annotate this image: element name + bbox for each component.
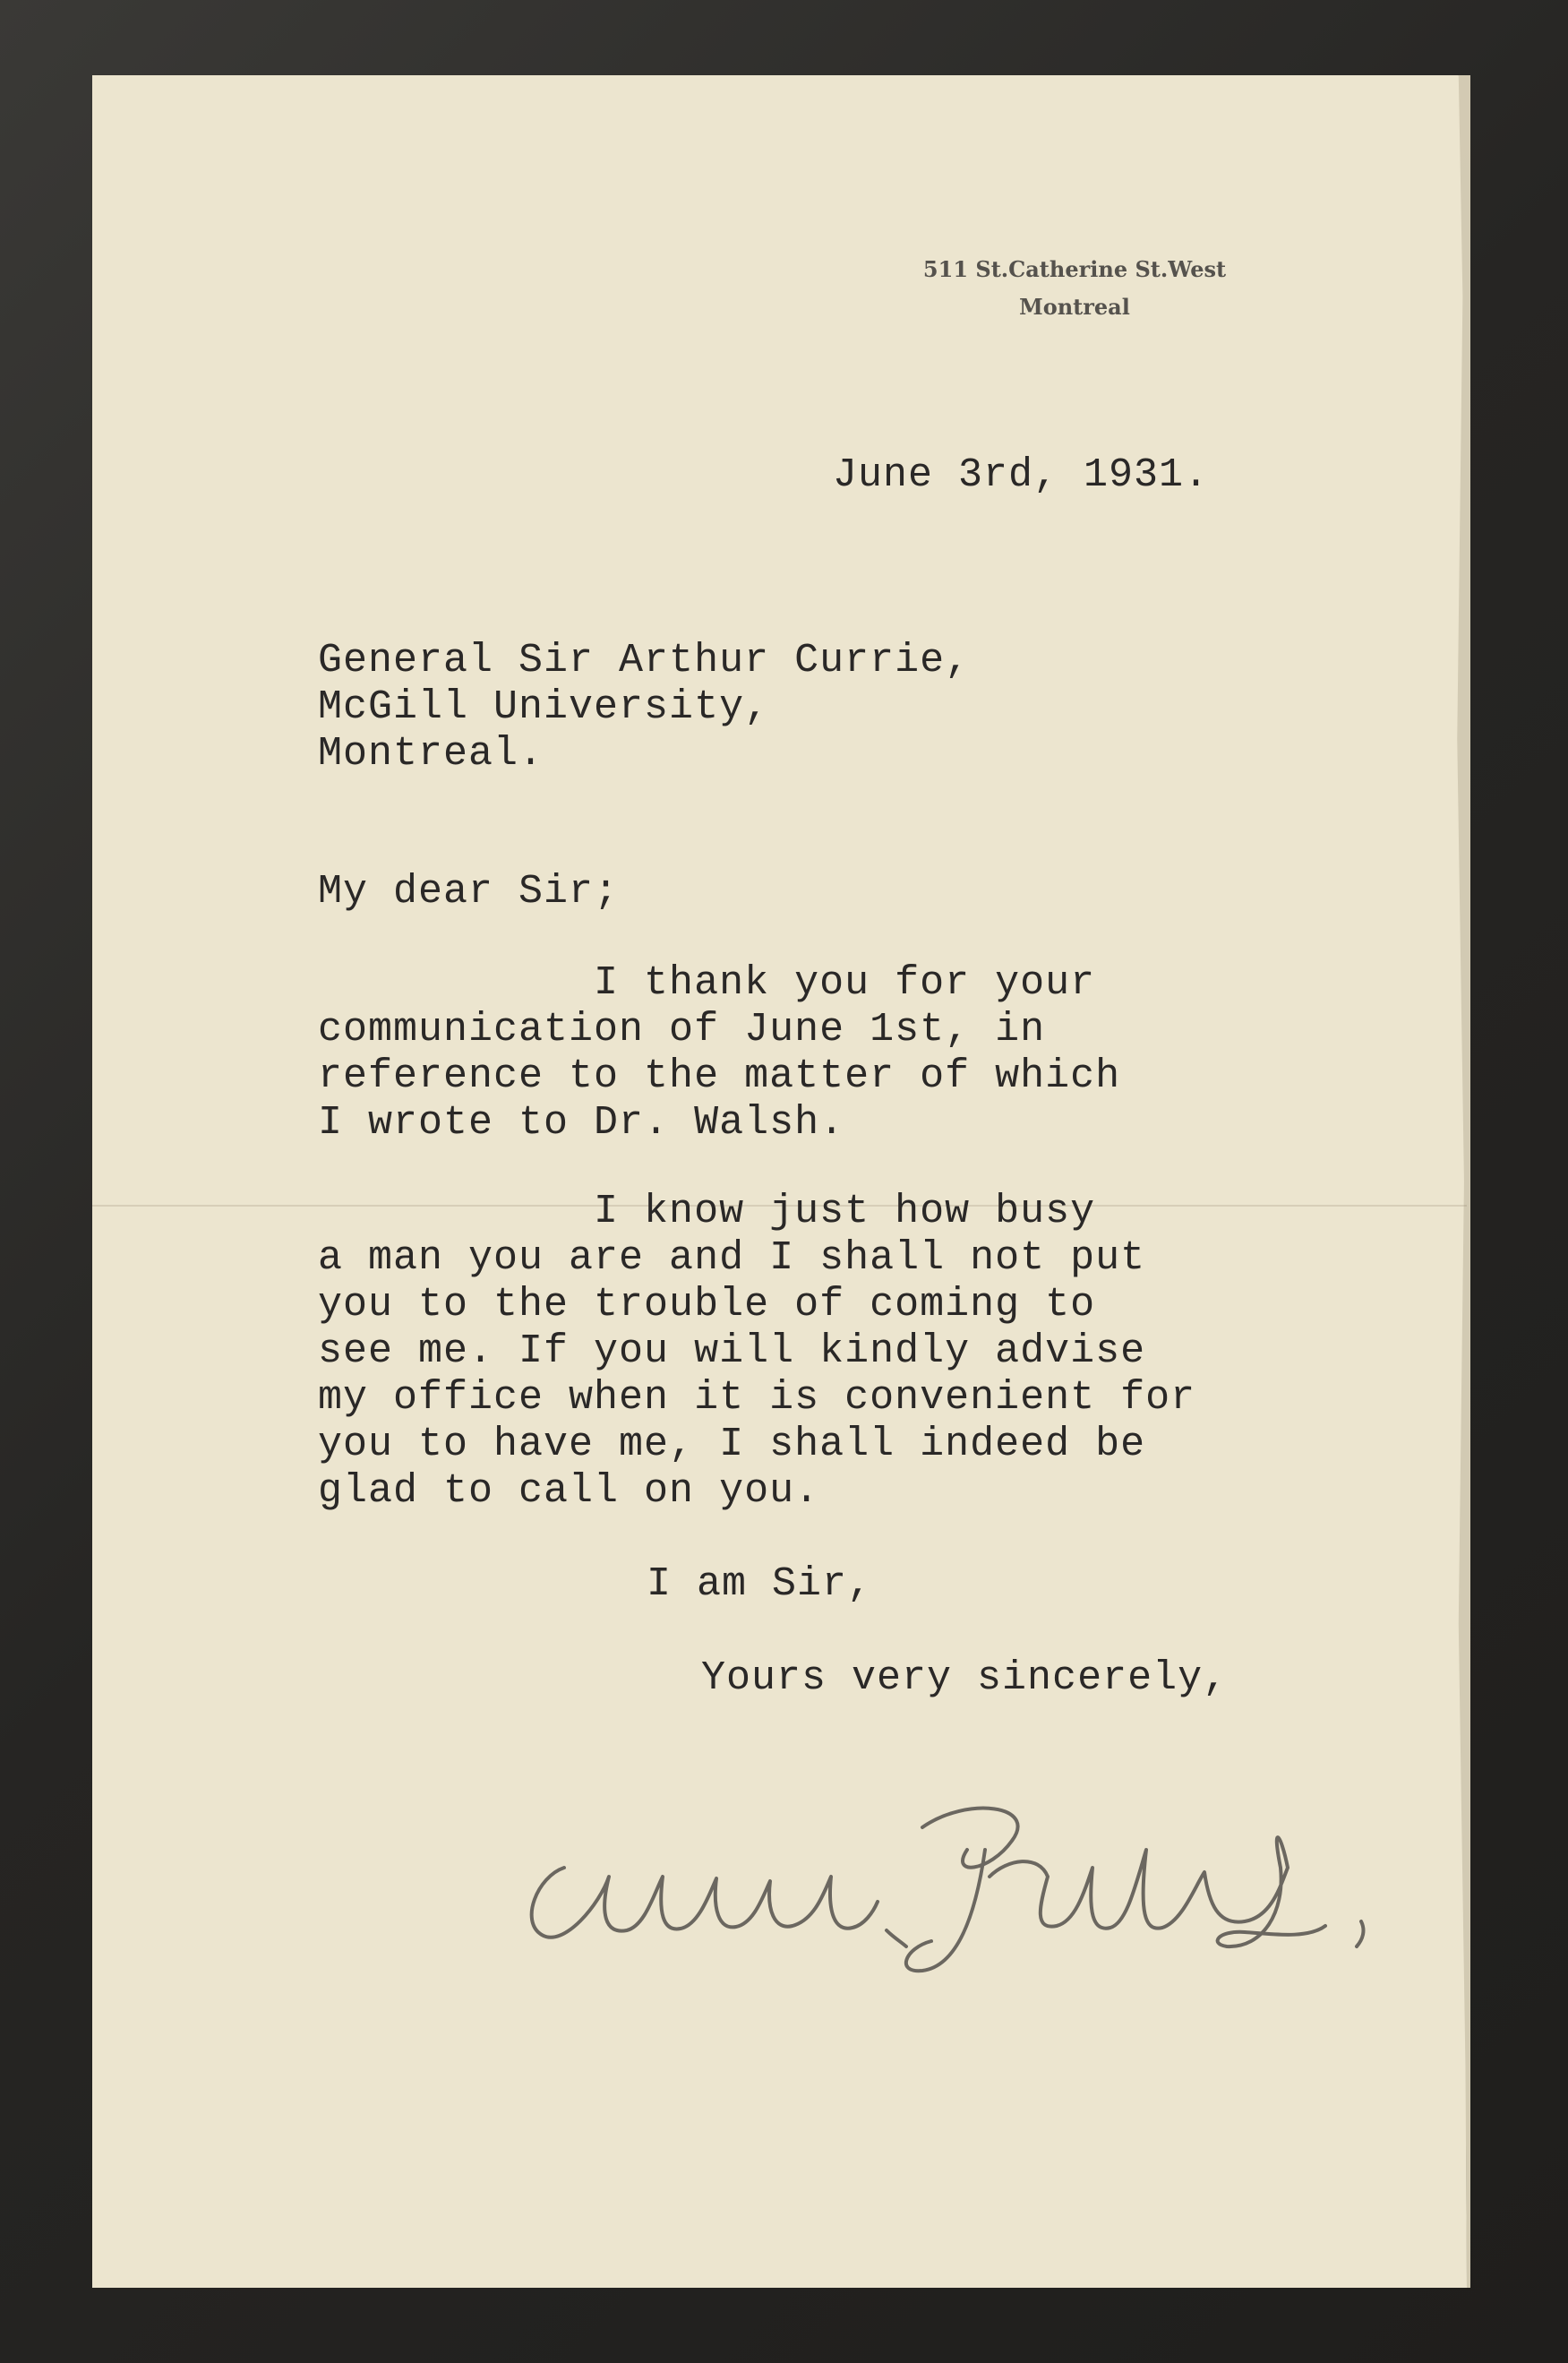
paragraph-line: my office when it is convenient for (318, 1375, 1196, 1421)
body-paragraph-2 (318, 1189, 1195, 1515)
closing-line-1: I am Sir, (647, 1561, 873, 1607)
paragraph-line: you to have me, I shall indeed be (318, 1422, 1146, 1467)
paragraph-line: communication of June 1st, in (318, 1007, 1046, 1053)
letterhead-address (887, 251, 1263, 326)
paragraph-line: a man you are and I shall not put (318, 1235, 1146, 1281)
paragraph-line: glad to call on you. (318, 1468, 820, 1514)
recipient-institution: McGill University, (318, 684, 770, 730)
letter-date: June 3rd, 1931. (833, 452, 1210, 498)
handwritten-signature (501, 1742, 1469, 1984)
letterhead-street: 511 St.Catherine St.West (922, 256, 1227, 282)
closing-line-2: Yours very sincerely, (701, 1655, 1229, 1701)
paragraph-line: I know just how busy (318, 1189, 1096, 1234)
paragraph-line: I wrote to Dr. Walsh. (318, 1100, 845, 1146)
body-paragraph-1 (318, 960, 1120, 1147)
paragraph-line: you to the trouble of coming to (318, 1282, 1096, 1328)
paragraph-line: reference to the matter of which (318, 1053, 1121, 1099)
recipient-name: General Sir Arthur Currie, (318, 638, 971, 683)
recipient-city: Montreal. (318, 731, 544, 777)
paragraph-line: I thank you for your (318, 960, 1096, 1006)
paragraph-line: see me. If you will kindly advise (318, 1328, 1146, 1374)
letterhead-city: Montreal (1019, 294, 1130, 320)
recipient-address (318, 638, 970, 778)
salutation: My dear Sir; (318, 869, 620, 915)
